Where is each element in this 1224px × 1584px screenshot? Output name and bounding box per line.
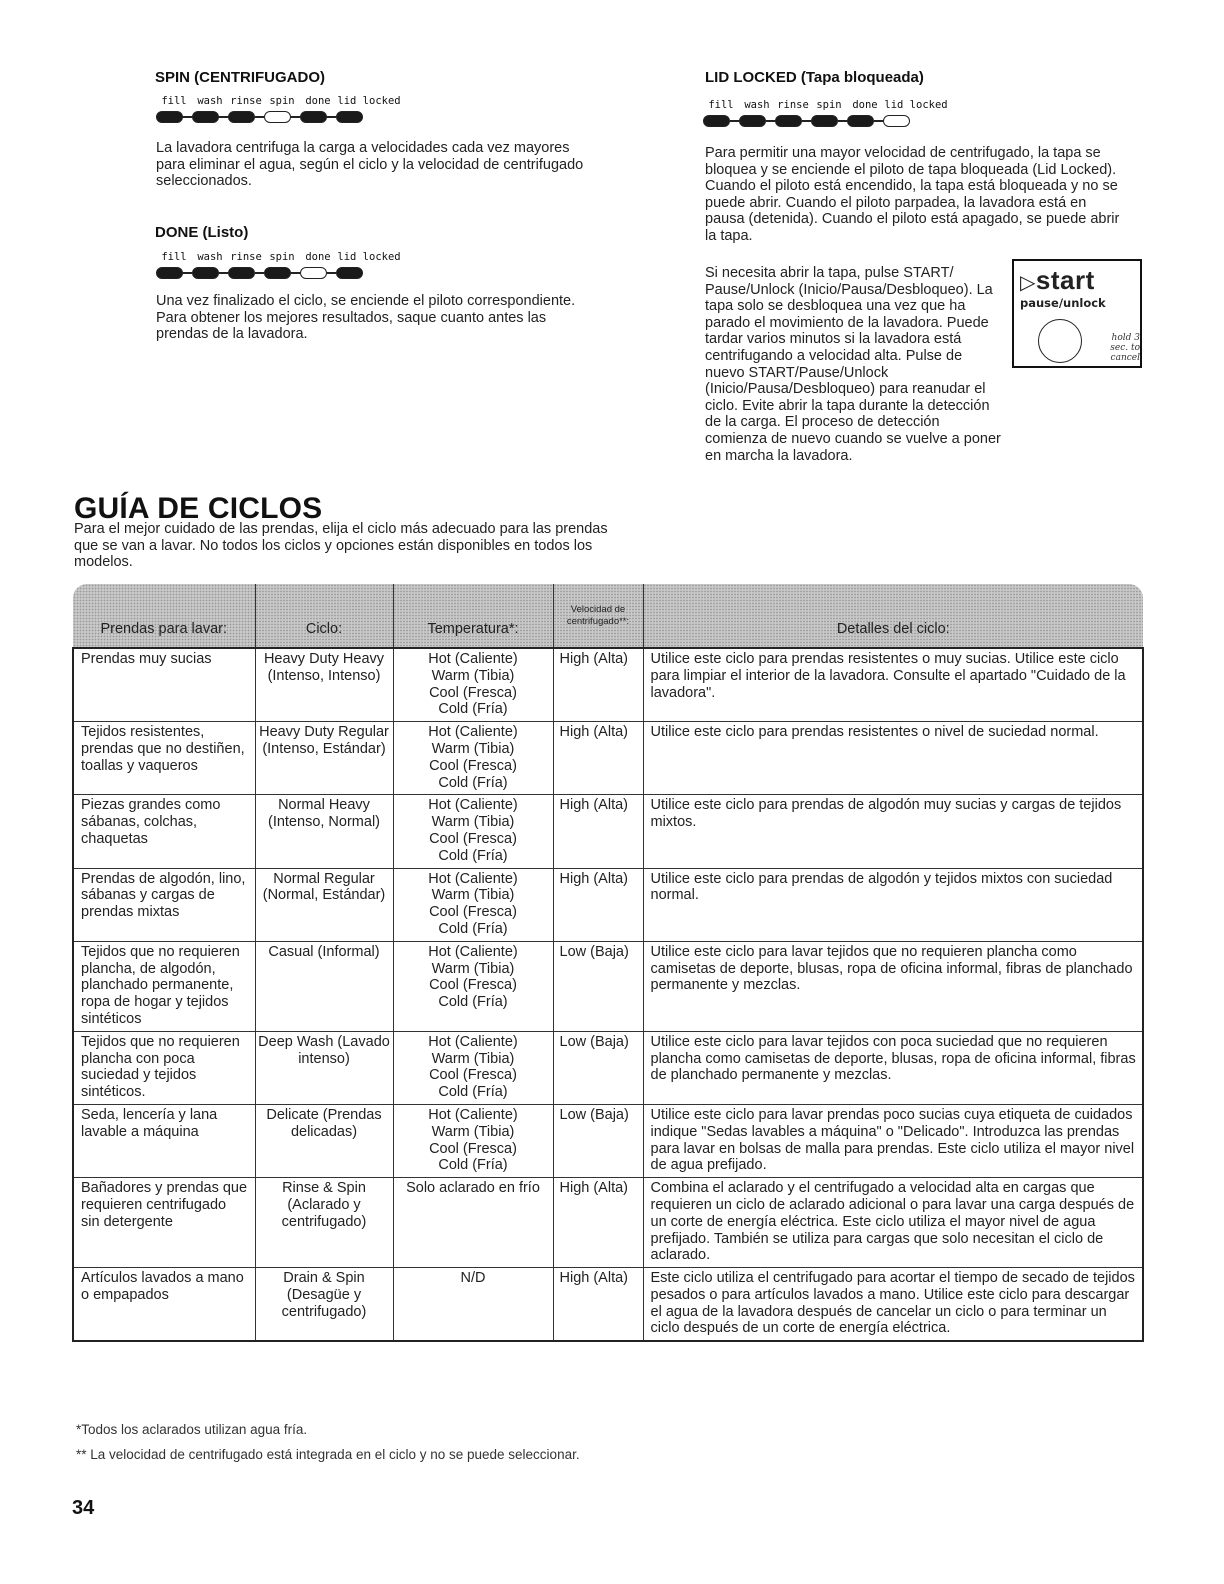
details-cell: Utilice este ciclo para prendas de algodón y tejidos mixtos con suciedad normal. [643,868,1143,941]
spin-speed-cell: High (Alta) [553,722,643,795]
light-label: wash [744,99,770,111]
temperature-option: Warm (Tibia) [431,814,515,831]
header-items: Prendas para lavar: [73,584,255,648]
spin-title: SPIN (CENTRIFUGADO) [155,69,325,86]
items-cell: Prendas de algodón, lino, sábanas y cargas de prendas mixtas [73,868,255,941]
spin-speed-cell: Low (Baja) [553,941,643,1031]
light-label: lid locked [337,251,401,263]
table-row [73,868,1143,941]
temperature-option: Cold (Fría) [438,1084,508,1101]
temperature-option: Cold (Fría) [438,774,508,791]
indicator-light-on-icon [192,267,219,279]
lid-locked-title: LID LOCKED (Tapa bloqueada) [705,69,924,86]
temperature-option: Cool (Fresca) [429,1067,517,1084]
indicator-light-on-icon [775,115,802,127]
table-row [73,722,1143,795]
spin-indicator [156,95,402,124]
temperature-option: Cold (Fría) [438,847,508,864]
indicator-connector [219,116,228,117]
done-description: Una vez finalizado el ciclo, se enciende el piloto correspondiente. Para obtener los mejores resultados, saque cuanto antes las prendas de la lavadora. [156,293,576,343]
indicator-light-on-icon [156,267,183,279]
light-label: done [852,99,878,111]
details-cell: Utilice este ciclo para lavar tejidos que no requieren plancha como camisetas de deporte, blusas, ropa de oficina informal, fibras de planchado permanente y mezclas. [643,941,1143,1031]
temperature-cell [393,1031,553,1104]
cycle-cell: Heavy Duty Regular (Intenso, Estándar) [255,722,393,795]
indicator-light-off-icon [883,115,910,127]
indicator-light-on-icon [228,111,255,123]
light-label: spin [816,99,842,111]
temperature-option: Warm (Tibia) [431,667,515,684]
cycle-cell: Delicate (Prendas delicadas) [255,1104,393,1177]
temperature-option: Cold (Fría) [438,994,508,1011]
cycle-cell: Drain & Spin (Desagüe y centrifugado) [255,1268,393,1342]
page-number: 34 [72,1497,95,1519]
light-label: spin [269,95,295,107]
temperature-cell [393,722,553,795]
guide-intro: Para el mejor cuidado de las prendas, elija el ciclo más adecuado para las prendas que se van a lavar. No todos los ciclos y opciones están disponibles en todos los modelos. [74,521,608,570]
indicator-light-on-icon [156,111,183,123]
light-label: done [305,95,331,107]
spin-description: La lavadora centrifuga la carga a velocidades cada vez mayores para eliminar el agua, según el ciclo y la velocidad de centrifugado seleccionados. [156,140,584,190]
details-cell: Este ciclo utiliza el centrifugado para acortar el tiempo de secado de tejidos pesados o para artículos lavados a mano. Utilice este ciclo para descargar el agua de la lavadora después de cancelar un ciclo o para terminar un ciclo después de un corte de energía eléctrica. [643,1268,1143,1342]
indicator-connector [766,120,775,121]
temperature-option: Hot (Caliente) [428,943,518,960]
table-row [73,1031,1143,1104]
light-label: fill [161,251,187,263]
cycle-cell: Rinse & Spin (Aclarado y centrifugado) [255,1178,393,1268]
cycle-cell: Normal Regular (Normal, Estándar) [255,868,393,941]
start-label: ▷start [1020,265,1095,295]
temperature-option: Warm (Tibia) [431,1123,515,1140]
cycle-guide-table [72,584,1144,1342]
temperature-option: Cool (Fresca) [429,684,517,701]
temperature-cell [393,648,553,722]
indicator-light-on-icon [300,111,327,123]
details-cell: Utilice este ciclo para prendas de algodón muy sucias y cargas de tejidos mixtos. [643,795,1143,868]
temperature-option: Cold (Fría) [438,920,508,937]
indicator-connector [327,116,336,117]
details-cell: Utilice este ciclo para lavar tejidos con poca suciedad que no requieren plancha como camisetas de deporte, blusas, ropa de oficina informal, fibras de planchado permanente y mezclas. [643,1031,1143,1104]
table-row [73,941,1143,1031]
details-cell: Utilice este ciclo para prendas resistentes o muy sucias. Utilice este ciclo para limpiar el interior de la lavadora. Consulte el apartado "Cuidado de la lavadora". [643,648,1143,722]
indicator-light-off-icon [300,267,327,279]
table-row [73,1268,1143,1342]
temperature-option: Cool (Fresca) [429,757,517,774]
temperature-cell [393,795,553,868]
items-cell: Bañadores y prendas que requieren centrifugado sin detergente [73,1178,255,1268]
light-label: wash [197,95,223,107]
indicator-connector [183,116,192,117]
temperature-option: Hot (Caliente) [428,651,518,667]
header-temperature: Temperatura*: [393,584,553,648]
lid-locked-indicator [703,99,949,128]
items-cell: Tejidos que no requieren plancha con poca suciedad y tejidos sintéticos. [73,1031,255,1104]
header-details: Detalles del ciclo: [643,584,1143,648]
temperature-option: Cool (Fresca) [429,904,517,921]
cycle-cell: Heavy Duty Heavy (Intenso, Intenso) [255,648,393,722]
table-row [73,648,1143,722]
indicator-connector [291,272,300,273]
indicator-connector [730,120,739,121]
indicator-connector [255,116,264,117]
footnote-rinse: *Todos los aclarados utilizan agua fría. [76,1422,308,1437]
temperature-option: Hot (Caliente) [428,1106,518,1123]
light-label: done [305,251,331,263]
table-header-row [73,584,1143,648]
temperature-option: Solo aclarado en frío [406,1180,540,1197]
pause-unlock-label: pause/unlock [1020,296,1106,310]
temperature-option: Warm (Tibia) [431,887,515,904]
spin-speed-cell: High (Alta) [553,1268,643,1342]
items-cell: Prendas muy sucias [73,648,255,722]
header-spin-speed: Velocidad de centrifugado**: [553,584,643,648]
indicator-light-on-icon [739,115,766,127]
light-label: lid locked [884,99,948,111]
cycle-cell: Casual (Informal) [255,941,393,1031]
indicator-light-on-icon [703,115,730,127]
temperature-cell [393,1104,553,1177]
start-pause-button-icon [1038,319,1082,363]
spin-speed-cell: Low (Baja) [553,1031,643,1104]
light-label: fill [161,95,187,107]
indicator-light-on-icon [228,267,255,279]
footnote-spin-speed: ** La velocidad de centrifugado está integrada en el ciclo y no se puede seleccionar. [76,1447,580,1462]
temperature-option: N/D [460,1270,486,1287]
table-row [73,795,1143,868]
done-indicator [156,251,402,280]
details-cell: Utilice este ciclo para prendas resistentes o nivel de suciedad normal. [643,722,1143,795]
temperature-option: Cool (Fresca) [429,1140,517,1157]
indicator-light-on-icon [336,111,363,123]
indicator-light-on-icon [264,267,291,279]
temperature-option: Warm (Tibia) [431,960,515,977]
items-cell: Piezas grandes como sábanas, colchas, chaquetas [73,795,255,868]
items-cell: Seda, lencería y lana lavable a máquina [73,1104,255,1177]
temperature-cell [393,941,553,1031]
items-cell: Tejidos que no requieren plancha, de algodón, planchado permanente, ropa de hogar y tejidos sintéticos [73,941,255,1031]
temperature-option: Hot (Caliente) [428,1033,518,1050]
temperature-cell [393,868,553,941]
indicator-connector [183,272,192,273]
temperature-option: Warm (Tibia) [431,1050,515,1067]
spin-speed-cell: High (Alta) [553,795,643,868]
header-cycle: Ciclo: [255,584,393,648]
light-label: rinse [230,95,262,107]
items-cell: Tejidos resistentes, prendas que no destiñen, toallas y vaqueros [73,722,255,795]
start-pause-panel [1012,259,1142,368]
indicator-light-on-icon [192,111,219,123]
temperature-cell [393,1178,553,1268]
temperature-option: Cool (Fresca) [429,977,517,994]
indicator-connector [838,120,847,121]
done-title: DONE (Listo) [155,224,249,241]
guide-title: GUÍA DE CICLOS [74,492,323,525]
hold-to-cancel-label: hold 3 sec. to cancel [1110,333,1140,363]
spin-speed-cell: High (Alta) [553,648,643,722]
temperature-option: Warm (Tibia) [431,740,515,757]
details-cell: Combina el aclarado y el centrifugado a velocidad alta en cargas que requieren un ciclo de aclarado adicional o para lavar una carga después de un corte de energía eléctrica. Este ciclo utiliza el mayor nivel de agua prefijado. También se utiliza para cargas que solo necesitan el ciclo de aclarado. [643,1178,1143,1268]
temperature-option: Hot (Caliente) [428,797,518,814]
indicator-connector [219,272,228,273]
cycle-cell: Normal Heavy (Intenso, Normal) [255,795,393,868]
lid-locked-description: Para permitir una mayor velocidad de centrifugado, la tapa se bloquea y se enciende el piloto de tapa bloqueada (Lid Locked). Cuando el piloto está encendido, la tapa está bloqueada y no se puede abrir. Cuando el piloto parpadea, la lavadora está en pausa (detenida). Cuando el piloto está apagado, se puede abrir la tapa. [705,145,1120,244]
indicator-light-on-icon [847,115,874,127]
indicator-connector [255,272,264,273]
light-label: spin [269,251,295,263]
items-cell: Artículos lavados a mano o empapados [73,1268,255,1342]
light-label: rinse [230,251,262,263]
indicator-light-off-icon [264,111,291,123]
indicator-light-on-icon [336,267,363,279]
light-label: wash [197,251,223,263]
table-row [73,1104,1143,1177]
play-icon: ▷ [1020,272,1036,294]
indicator-connector [327,272,336,273]
temperature-cell [393,1268,553,1342]
spin-speed-cell: High (Alta) [553,868,643,941]
indicator-connector [291,116,300,117]
lid-locked-instructions: Si necesita abrir la tapa, pulse START/ Pause/Unlock (Inicio/Pausa/Desbloqueo). La tapa solo se desbloquea una vez que ha parado el movimiento de la lavadora. Puede tardar varios minutos si la lavadora está centrifugando a velocidad alta. Pulse de nuevo START/Pause/Unlock (Inicio/Pausa/Desbloqueo) para reanudar el ciclo. Evite abrir la tapa durante la detección de la carga. El proceso de detección comienza de nuevo cuando se vuelve a poner en marcha la lavadora. [705,265,1001,464]
spin-speed-cell: High (Alta) [553,1178,643,1268]
indicator-connector [874,120,883,121]
details-cell: Utilice este ciclo para lavar prendas poco sucias cuya etiqueta de cuidados indique "Sedas lavables a máquina" o "Delicado". Introduzca las prendas para lavar en bolsas de malla para prendas. Este ciclo utiliza el mayor nivel de agua prefijado. [643,1104,1143,1177]
temperature-option: Cold (Fría) [438,1157,508,1174]
indicator-light-on-icon [811,115,838,127]
cycle-cell: Deep Wash (Lavado intenso) [255,1031,393,1104]
light-label: lid locked [337,95,401,107]
temperature-option: Hot (Caliente) [428,870,518,887]
indicator-connector [802,120,811,121]
temperature-option: Hot (Caliente) [428,724,518,741]
spin-speed-cell: Low (Baja) [553,1104,643,1177]
temperature-option: Cool (Fresca) [429,830,517,847]
light-label: rinse [777,99,809,111]
table-row [73,1178,1143,1268]
temperature-option: Cold (Fría) [438,701,508,718]
light-label: fill [708,99,734,111]
